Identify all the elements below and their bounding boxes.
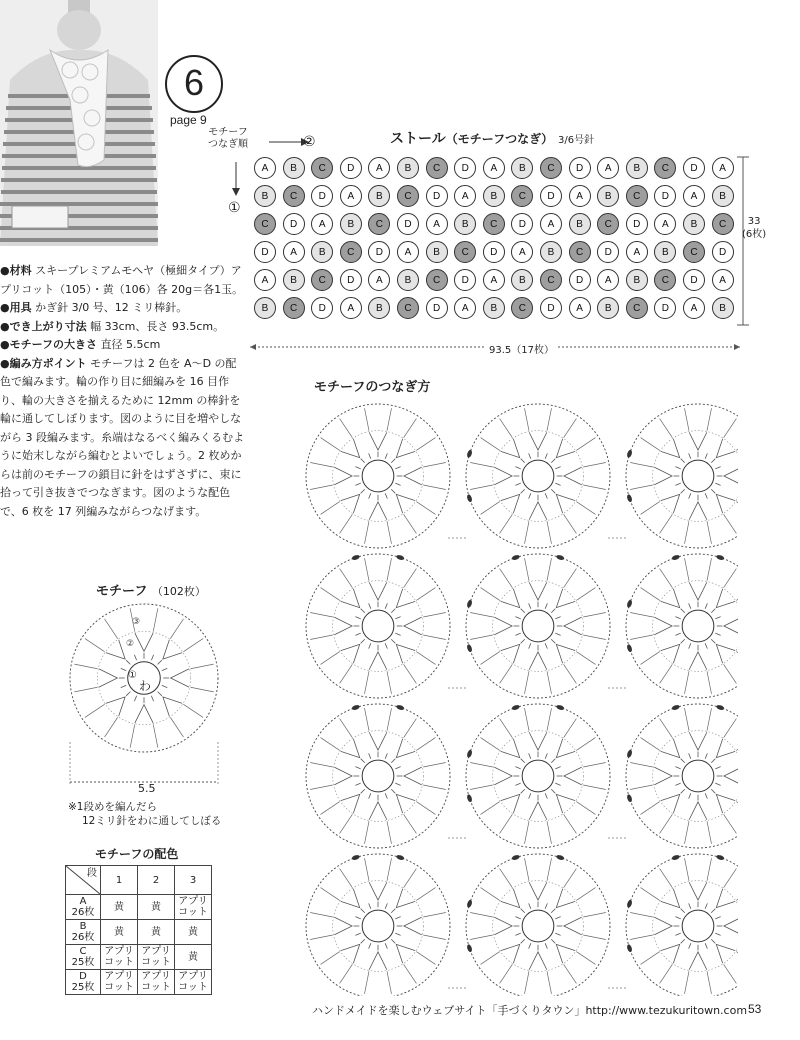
- joined-motif: [306, 404, 450, 548]
- joined-motif: [306, 704, 450, 848]
- motif-cell-a: A: [340, 185, 362, 207]
- order-step-2: ②: [303, 134, 316, 150]
- table-cell: 黄: [175, 920, 212, 945]
- motif-cell-c: C: [454, 241, 476, 263]
- motif-cell-d: D: [426, 185, 448, 207]
- joined-motif: [466, 854, 610, 996]
- motif-cell-d: D: [283, 213, 305, 235]
- motif-title: [96, 580, 206, 599]
- motif-cell-a: A: [454, 185, 476, 207]
- stole-subtitle: （モチーフつなぎ）: [445, 132, 554, 146]
- motif-title-text: モチーフ: [96, 584, 148, 599]
- motif-cell-d: D: [540, 297, 562, 319]
- motif-cell-d: D: [683, 157, 705, 179]
- table-cell: アプリ コット: [138, 945, 175, 970]
- motif-cell-b: B: [626, 269, 648, 291]
- instructions-block: [0, 262, 246, 521]
- motif-cell-b: B: [712, 297, 734, 319]
- row-label: [66, 895, 101, 920]
- motif-cell-a: A: [597, 157, 619, 179]
- row-count: 25枚: [71, 957, 95, 968]
- row-name: B: [79, 921, 87, 932]
- motif-cell-d: D: [254, 241, 276, 263]
- motif-cell-c: C: [540, 157, 562, 179]
- joining-title: モチーフのつなぎ方: [314, 380, 431, 395]
- motif-cell-d: D: [483, 241, 505, 263]
- color-table-corner: [66, 866, 101, 895]
- motif-cell-c: C: [397, 297, 419, 319]
- motif-size-line: [0, 336, 246, 355]
- width-dimension: 93.5（17枚）: [485, 341, 558, 356]
- color-table-header: [66, 866, 212, 895]
- motif-cell-d: D: [397, 213, 419, 235]
- motif-cell-d: D: [654, 185, 676, 207]
- header-round-3: 3: [175, 866, 212, 895]
- motif-cell-a: A: [426, 213, 448, 235]
- table-cell: アプリ コット: [138, 970, 175, 995]
- motif-cell-a: A: [283, 241, 305, 263]
- motif-cell-d: D: [311, 297, 333, 319]
- table-row: [66, 970, 212, 995]
- motif-stitch-chart: [70, 604, 218, 752]
- motif-cell-c: C: [712, 213, 734, 235]
- motif-cell-d: D: [311, 185, 333, 207]
- motif-cell-d: D: [454, 157, 476, 179]
- table-cell: 黄: [101, 895, 138, 920]
- motif-cell-a: A: [483, 157, 505, 179]
- stole-chart-title: [390, 128, 594, 148]
- height-dimension-text: 33 (6枚): [742, 216, 767, 240]
- stole-hook-size: 3/6号針: [558, 135, 595, 146]
- model-photo-illustration: [0, 0, 158, 246]
- table-cell: アプリ コット: [101, 970, 138, 995]
- table-cell: アプリ コット: [175, 895, 212, 920]
- table-row: [66, 920, 212, 945]
- motif-cell-d: D: [540, 185, 562, 207]
- motif-cell-c: C: [597, 213, 619, 235]
- motif-cell-c: C: [654, 269, 676, 291]
- motif-cell-d: D: [426, 297, 448, 319]
- table-cell: アプリ コット: [175, 970, 212, 995]
- motif-cell-a: A: [540, 213, 562, 235]
- color-table: [65, 865, 212, 995]
- motif-cell-b: B: [254, 297, 276, 319]
- motif-cell-a: A: [254, 157, 276, 179]
- header-round-2: 2: [138, 866, 175, 895]
- motif-note: [68, 800, 221, 828]
- joined-motif: [626, 554, 738, 698]
- motif-cell-b: B: [483, 185, 505, 207]
- motif-cell-d: D: [569, 157, 591, 179]
- joining-order-text: モチーフ つなぎ順: [208, 127, 248, 150]
- table-cell: 黄: [138, 895, 175, 920]
- motif-cell-a: A: [368, 157, 390, 179]
- motif-diameter: 5.5: [138, 782, 156, 795]
- motif-cell-a: A: [569, 185, 591, 207]
- motif-cell-c: C: [368, 213, 390, 235]
- motif-cell-d: D: [597, 241, 619, 263]
- table-row: [66, 945, 212, 970]
- motif-cell-c: C: [540, 269, 562, 291]
- motif-cell-d: D: [511, 213, 533, 235]
- page-reference: page 9: [170, 113, 207, 127]
- motif-cell-c: C: [511, 297, 533, 319]
- size-text: 幅 33cm、長さ 93.5cm。: [90, 319, 225, 333]
- motif-cell-b: B: [311, 241, 333, 263]
- points-label: ●編み方ポイント: [0, 356, 87, 370]
- motif-cell-c: C: [311, 269, 333, 291]
- motif-cell-b: B: [683, 213, 705, 235]
- motif-cell-a: A: [368, 269, 390, 291]
- motif-cell-b: B: [283, 157, 305, 179]
- motif-cell-c: C: [483, 213, 505, 235]
- joined-motif: [466, 404, 610, 548]
- points-line: [0, 355, 246, 522]
- joining-diagram: [298, 398, 738, 996]
- motif-cell-c: C: [283, 185, 305, 207]
- round-2-label: ②: [126, 639, 135, 649]
- motif-cell-b: B: [254, 185, 276, 207]
- motif-cell-c: C: [283, 297, 305, 319]
- motif-cell-b: B: [540, 241, 562, 263]
- motif-cell-a: A: [683, 185, 705, 207]
- joined-motif: [626, 404, 738, 548]
- size-label: ●でき上がり寸法: [0, 319, 87, 333]
- motif-cell-a: A: [311, 213, 333, 235]
- motif-cell-c: C: [311, 157, 333, 179]
- motif-cell-d: D: [454, 269, 476, 291]
- motif-cell-a: A: [397, 241, 419, 263]
- row-name: A: [79, 896, 87, 907]
- motif-cell-b: B: [483, 297, 505, 319]
- footer-url: ハンドメイドを楽しむウェブサイト「手づくりタウン」http://www.tezukuritown.com: [312, 1004, 748, 1017]
- motif-cell-c: C: [426, 269, 448, 291]
- motif-cell-a: A: [626, 241, 648, 263]
- material-text: スキープレミアムモヘヤ（極細タイプ）アプリコット（105）・黄（106）各 20g＝各1玉。: [0, 264, 244, 296]
- motif-cell-b: B: [626, 157, 648, 179]
- joined-motifs: [306, 404, 738, 996]
- motif-cell-c: C: [426, 157, 448, 179]
- motif-cell-d: D: [569, 269, 591, 291]
- motif-cell-a: A: [683, 297, 705, 319]
- round-1-label: ①: [128, 670, 137, 681]
- row-count: 26枚: [71, 932, 95, 943]
- motif-cell-d: D: [626, 213, 648, 235]
- motif-cell-c: C: [654, 157, 676, 179]
- motif-cell-b: B: [569, 213, 591, 235]
- motif-cell-a: A: [454, 297, 476, 319]
- motif-cell-c: C: [683, 241, 705, 263]
- row-label: [66, 920, 101, 945]
- model-photo: [0, 0, 158, 246]
- row-label: [66, 945, 101, 970]
- points-text: モチーフは 2 色を A〜D の配色で編みます。輪の作り目に細編みを 16 目作り、輪の大きさを揃えるために 12mm の棒針を輪に通してしぼります。図のように目を増やしながら 3 段編みます。糸端はなるべく編みくるむように始末しながら編むとよいでしょう。2 枚めからは前のモチーフの鎖目に針をはずさずに、束に拾って引き抜きでつなぎます。図のような配色で、6 枚を 17 列編みながらつなげます。: [0, 356, 245, 518]
- height-dimension-line: [725, 155, 765, 330]
- row-name: C: [79, 946, 87, 957]
- motif-cell-d: D: [340, 269, 362, 291]
- motif-cell-d: D: [368, 241, 390, 263]
- motif-cell-d: D: [712, 241, 734, 263]
- motif-cell-a: A: [569, 297, 591, 319]
- motif-cell-c: C: [626, 297, 648, 319]
- row-name: D: [79, 971, 87, 982]
- joined-motif: [306, 554, 450, 698]
- motif-cell-c: C: [340, 241, 362, 263]
- joined-motif: [466, 704, 610, 848]
- size-line: [0, 318, 246, 337]
- color-table-title: モチーフの配色: [95, 847, 179, 861]
- joined-motif: [466, 554, 610, 698]
- motif-size-label: ●モチーフの大きさ: [0, 338, 98, 351]
- tools-line: [0, 299, 246, 318]
- motif-cell-b: B: [597, 297, 619, 319]
- motif-count: （102枚）: [151, 585, 206, 598]
- motif-cell-b: B: [283, 269, 305, 291]
- motif-cell-a: A: [712, 157, 734, 179]
- stole-title: ストール: [390, 131, 446, 147]
- header-round-1: 1: [101, 866, 138, 895]
- motif-cell-a: A: [483, 269, 505, 291]
- motif-cell-b: B: [426, 241, 448, 263]
- table-cell: 黄: [175, 945, 212, 970]
- motif-cell-b: B: [340, 213, 362, 235]
- round-3-label: ③: [132, 617, 141, 627]
- motif-diagram: [64, 602, 224, 802]
- joined-motif: [626, 704, 738, 848]
- motif-cell-a: A: [340, 297, 362, 319]
- motif-cell-c: C: [254, 213, 276, 235]
- pattern-number: 6: [165, 55, 223, 113]
- corner-label: 段: [87, 868, 97, 879]
- motif-cell-b: B: [397, 269, 419, 291]
- motif-cell-a: A: [712, 269, 734, 291]
- motif-cell-b: B: [368, 297, 390, 319]
- tools-label: ●用具: [0, 301, 32, 314]
- motif-cell-a: A: [254, 269, 276, 291]
- motif-cell-b: B: [511, 269, 533, 291]
- motif-cell-c: C: [511, 185, 533, 207]
- row-count: 25枚: [71, 982, 95, 993]
- height-dimension: [742, 215, 766, 241]
- joined-motif: [626, 854, 738, 996]
- motif-size-text: 直径 5.5cm: [100, 338, 161, 351]
- motif-cell-b: B: [597, 185, 619, 207]
- table-cell: 黄: [138, 920, 175, 945]
- row-count: 26枚: [71, 907, 95, 918]
- motif-cell-b: B: [368, 185, 390, 207]
- order-step-1: ①: [228, 200, 241, 216]
- table-cell: 黄: [101, 920, 138, 945]
- motif-cell-a: A: [597, 269, 619, 291]
- motif-cell-c: C: [626, 185, 648, 207]
- motif-cell-b: B: [654, 241, 676, 263]
- tools-text: かぎ針 3/0 号、12 ミリ棒針。: [35, 301, 188, 314]
- motif-note-line1: ※1段めを編んだら: [68, 801, 157, 813]
- table-cell: アプリ コット: [101, 945, 138, 970]
- motif-note-line2: 12ミリ針をわに通してしぼる: [82, 815, 222, 827]
- motif-cell-b: B: [454, 213, 476, 235]
- motif-cell-d: D: [340, 157, 362, 179]
- table-row: [66, 895, 212, 920]
- ring-label: わ: [139, 679, 152, 693]
- motif-cell-b: B: [511, 157, 533, 179]
- motif-cell-c: C: [397, 185, 419, 207]
- motif-cell-b: B: [397, 157, 419, 179]
- motif-cell-a: A: [654, 213, 676, 235]
- page-number: 53: [748, 1002, 762, 1016]
- joined-motif: [306, 854, 450, 996]
- material-label: ●材料: [0, 264, 32, 277]
- motif-cell-b: B: [712, 185, 734, 207]
- material-line: [0, 262, 246, 299]
- motif-cell-a: A: [511, 241, 533, 263]
- row-label: [66, 970, 101, 995]
- motif-cell-d: D: [683, 269, 705, 291]
- motif-cell-d: D: [654, 297, 676, 319]
- motif-cell-c: C: [569, 241, 591, 263]
